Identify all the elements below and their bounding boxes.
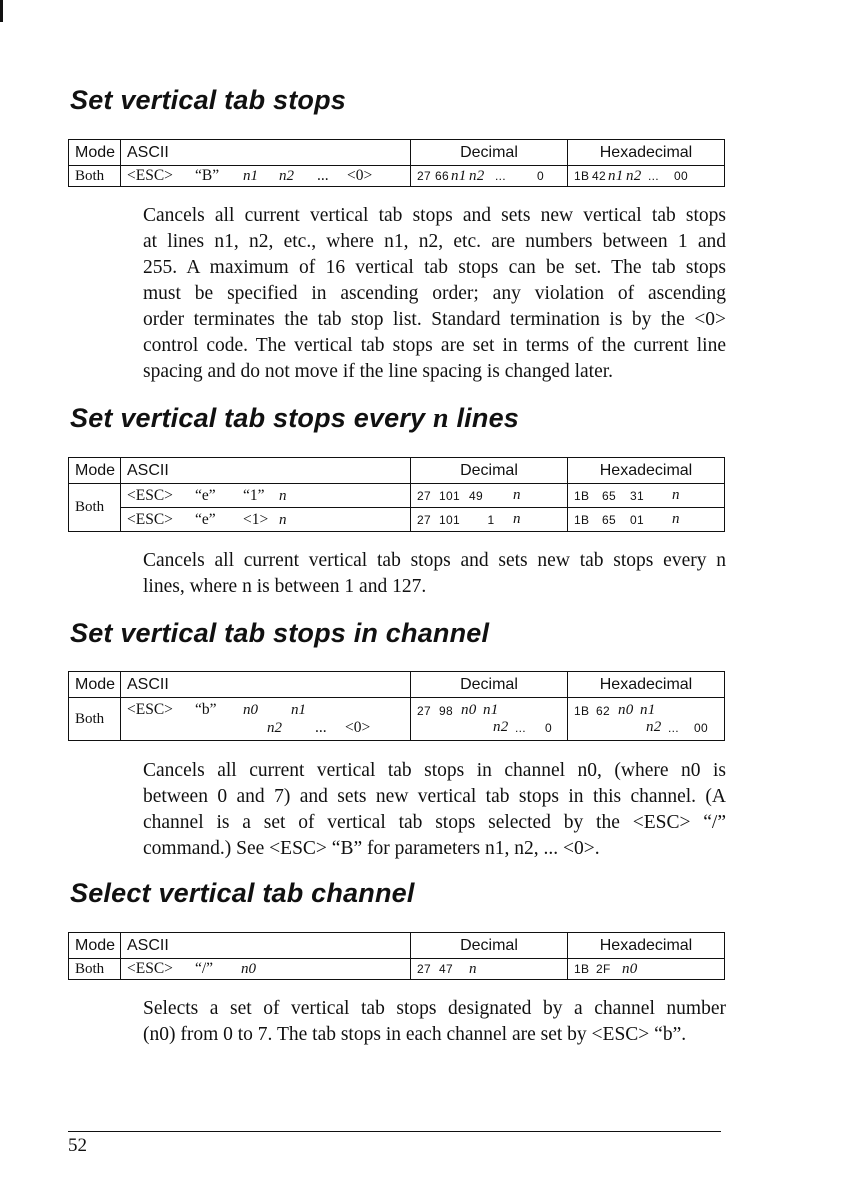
header-decimal: Decimal: [411, 933, 568, 959]
decimal-cell: 27 66 n1 n2 ... 0: [411, 166, 568, 187]
header-mode: Mode: [69, 140, 121, 166]
ascii-cell: <ESC> “b” n0 n1 n2 ... <0>: [121, 698, 411, 741]
mode-cell: Both: [69, 959, 121, 980]
header-hex: Hexadecimal: [568, 933, 725, 959]
footer-rule: [68, 1131, 721, 1132]
command-table-tab-stops-in-channel: [68, 671, 725, 741]
header-decimal: Decimal: [411, 458, 568, 484]
section-title-every-n-lines: Set vertical tab stops every n lines: [70, 403, 519, 434]
command-table-select-tab-channel: [68, 932, 725, 980]
command-table-every-n-lines: [68, 457, 725, 532]
decimal-cell: 27 47 n: [411, 959, 568, 980]
section-description: Selects a set of vertical tab stops designated by a channel number (n0) from 0 to 7. The tab stops in each channel are set by <ESC> “b”.: [143, 998, 726, 1045]
section-title-set-vertical-tab-stops: Set vertical tab stops: [70, 85, 346, 115]
header-hex: Hexadecimal: [568, 458, 725, 484]
command-table-set-vertical-tab-stops: [68, 139, 725, 187]
hex-cell: 1B 65 01 n: [568, 508, 725, 532]
page-number: 52: [68, 1135, 87, 1156]
decimal-cell: 27 101 1 n: [411, 508, 568, 532]
hex-cell: 1B 2F n0: [568, 959, 725, 980]
decimal-cell: 27 101 49 n: [411, 484, 568, 508]
header-decimal: Decimal: [411, 140, 568, 166]
header-mode: Mode: [69, 933, 121, 959]
header-ascii: ASCII: [121, 933, 411, 959]
hex-cell: 1B 65 31 n: [568, 484, 725, 508]
decimal-cell: 27 98 n0 n1 n2 ... 0: [411, 698, 568, 741]
section-description: Cancels all current vertical tab stops and sets new vertical tab stops at lines n1, n2, etc., where n1, n2, etc. are numbers between 1 and 255. A maximum of 16 vertical tab stops can be set. The tab stops must be specified in ascending order; any violation of ascending order terminates the tab stop list. Standard termination is by the <0> control code. The vertical tab stops are set in terms of the current line spacing and do not move if the line spacing is changed later.: [143, 205, 726, 382]
header-ascii: ASCII: [121, 140, 411, 166]
header-mode: Mode: [69, 458, 121, 484]
mode-cell: Both: [69, 698, 121, 741]
margin-mark: [0, 0, 3, 22]
hex-cell: 1B 62 n0 n1 n2 ... 00: [568, 698, 725, 741]
header-mode: Mode: [69, 672, 121, 698]
header-hex: Hexadecimal: [568, 672, 725, 698]
ascii-cell: <ESC> “/” n0: [121, 959, 411, 980]
hex-cell: 1B 42 n1 n2 ... 00: [568, 166, 725, 187]
section-description: Cancels all current vertical tab stops in channel n0, (where n0 is between 0 and 7) and sets new vertical tab stops in this channel. (A channel is a set of vertical tab stops selected by the <ESC> “/” command.) See <ESC> “B” for parameters n1, n2, ... <0>.: [143, 760, 726, 859]
header-ascii: ASCII: [121, 458, 411, 484]
section-title-tab-stops-in-channel: Set vertical tab stops in channel: [70, 618, 490, 648]
mode-cell: Both: [69, 484, 121, 532]
ascii-cell: <ESC> “e” “1” n: [121, 484, 411, 508]
header-decimal: Decimal: [411, 672, 568, 698]
header-hex: Hexadecimal: [568, 140, 725, 166]
section-description: Cancels all current vertical tab stops and sets new tab stops every n lines, where n is between 1 and 127.: [143, 550, 726, 597]
ascii-cell: <ESC> “B” n1 n2 ... <0>: [121, 166, 411, 187]
ascii-cell: <ESC> “e” <1> n: [121, 508, 411, 532]
header-ascii: ASCII: [121, 672, 411, 698]
section-title-select-tab-channel: Select vertical tab channel: [70, 878, 415, 908]
mode-cell: Both: [69, 166, 121, 187]
